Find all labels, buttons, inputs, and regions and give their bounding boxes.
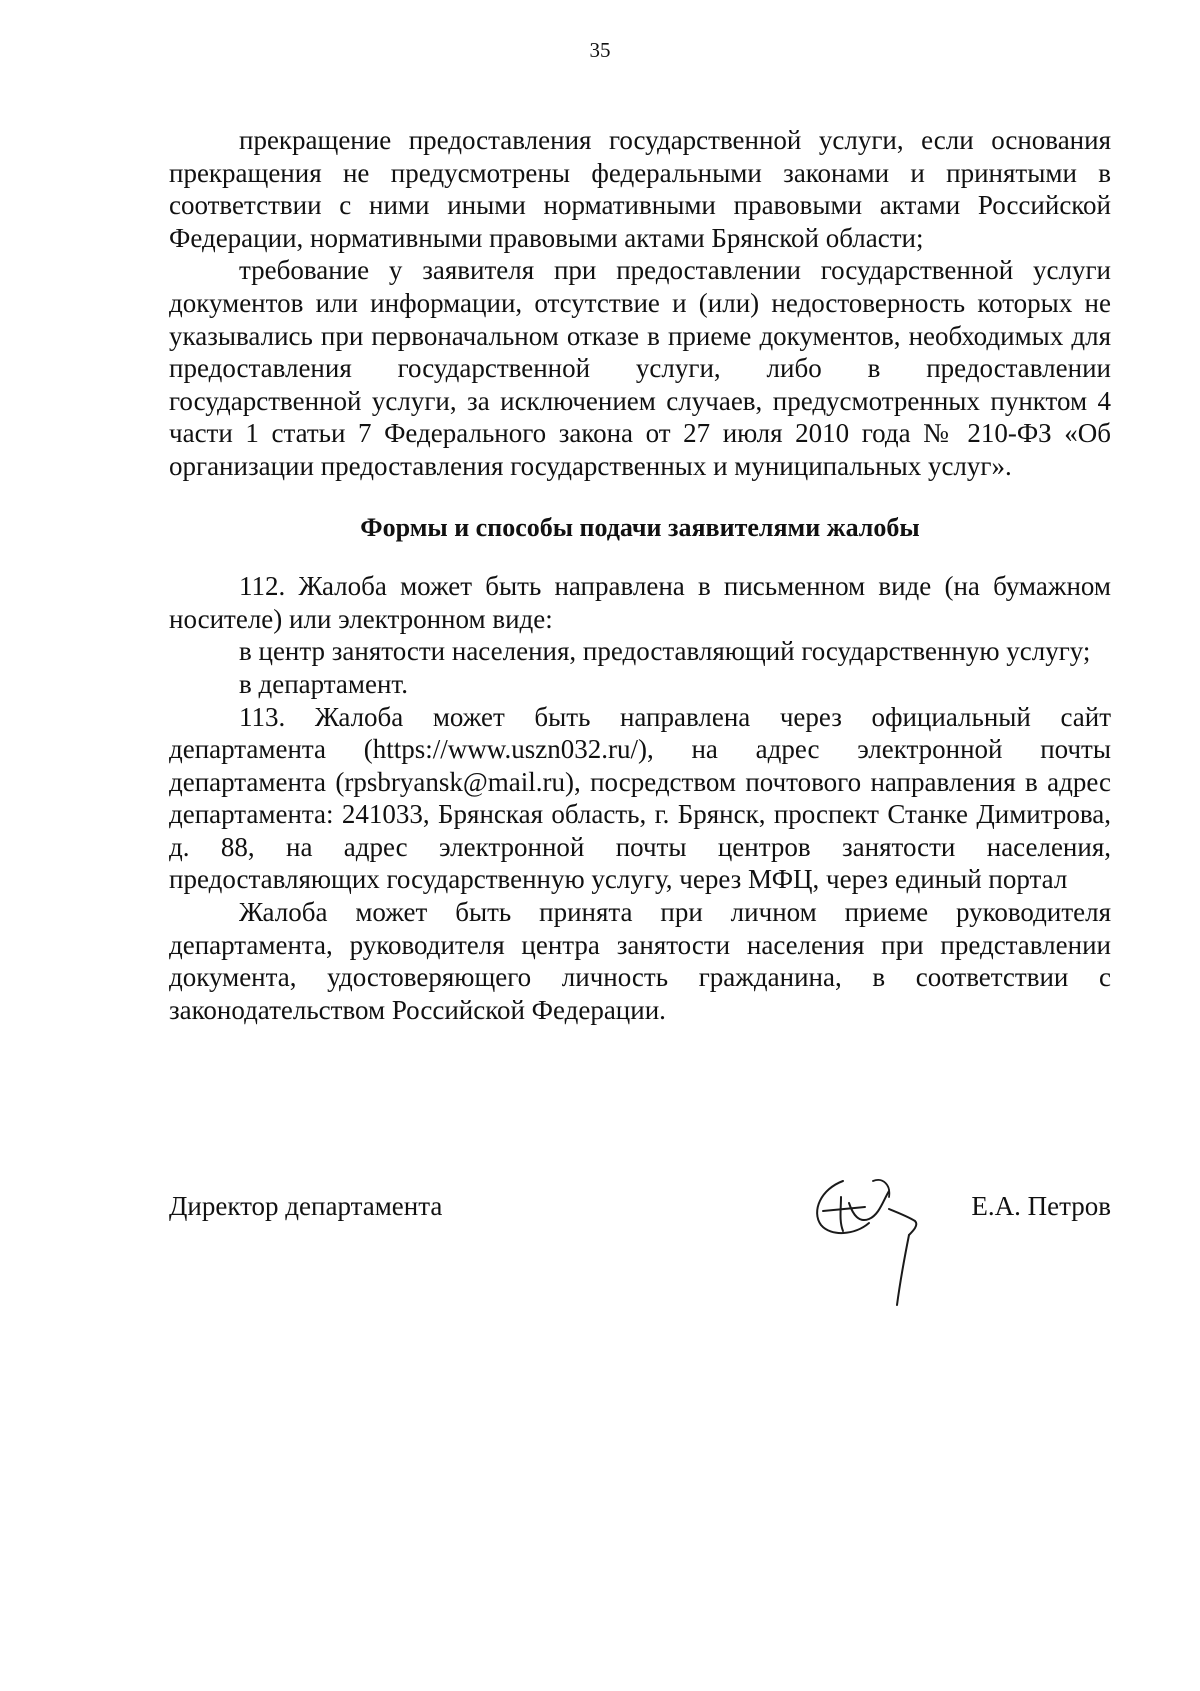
signature-block [169, 1185, 1111, 1245]
paragraph-112: 112. Жалоба может быть направлена в письменном виде (на бумажном носителе) или электронном виде: [169, 571, 1111, 634]
paragraph-personal-reception: Жалоба может быть принята при личном приеме руководителя департамента, руководителя центра занятости населения при представлении документа, удостоверяющего личность гражданина, в соответствии с законодательством Российской Федерации. [169, 897, 1111, 1025]
position-title: Директор департамента [169, 1191, 443, 1221]
paragraph-document-requirement: требование у заявителя при предоставлении государственной услуги документов или информации, отсутствие и (или) недостоверность которых не указывались при первоначальном отказе в приеме документов, необходимых для предоставления государственной услуги, либо в предоставлении государственной услуги, за исключением случаев, предусмотренных пунктом 4 части 1 статьи 7 Федерального закона от 27 июля 2010 года № 210-ФЗ «Об организации предоставления государственных и муниципальных услуг». [169, 255, 1111, 481]
signer-name: Е.А. Петров [971, 1191, 1111, 1221]
handwritten-signature [797, 1159, 947, 1309]
section-heading: Формы и способы подачи заявителями жалобы [360, 512, 920, 542]
document-body [169, 124, 1111, 1026]
paragraph-termination: прекращение предоставления государственной услуги, если основания прекращения не предусмотрены федеральными законами и принятыми в соответствии с ними иными нормативными правовыми актами Российской Федерации, нормативными правовыми актами Брянской области; [169, 125, 1111, 253]
paragraph-department: в департамент. [239, 668, 408, 699]
page-number: 35 [589, 38, 611, 62]
paragraph-employment-center: в центр занятости населения, предоставляющий государственную услугу; [239, 636, 1091, 667]
paragraph-113: 113. Жалоба может быть направлена через официальный сайт департамента (https://www.uszn032.ru/), на адрес электронной почты департамента (rpsbryansk@mail.ru), посредством почтового направления в адрес департамента: 241033, Брянская область, г. Брянск, проспект Станке Димитрова, д. 88, на адрес электронной почты центров занятости населения, предоставляющих государственную услугу, через МФЦ, через единый портал [169, 701, 1111, 895]
